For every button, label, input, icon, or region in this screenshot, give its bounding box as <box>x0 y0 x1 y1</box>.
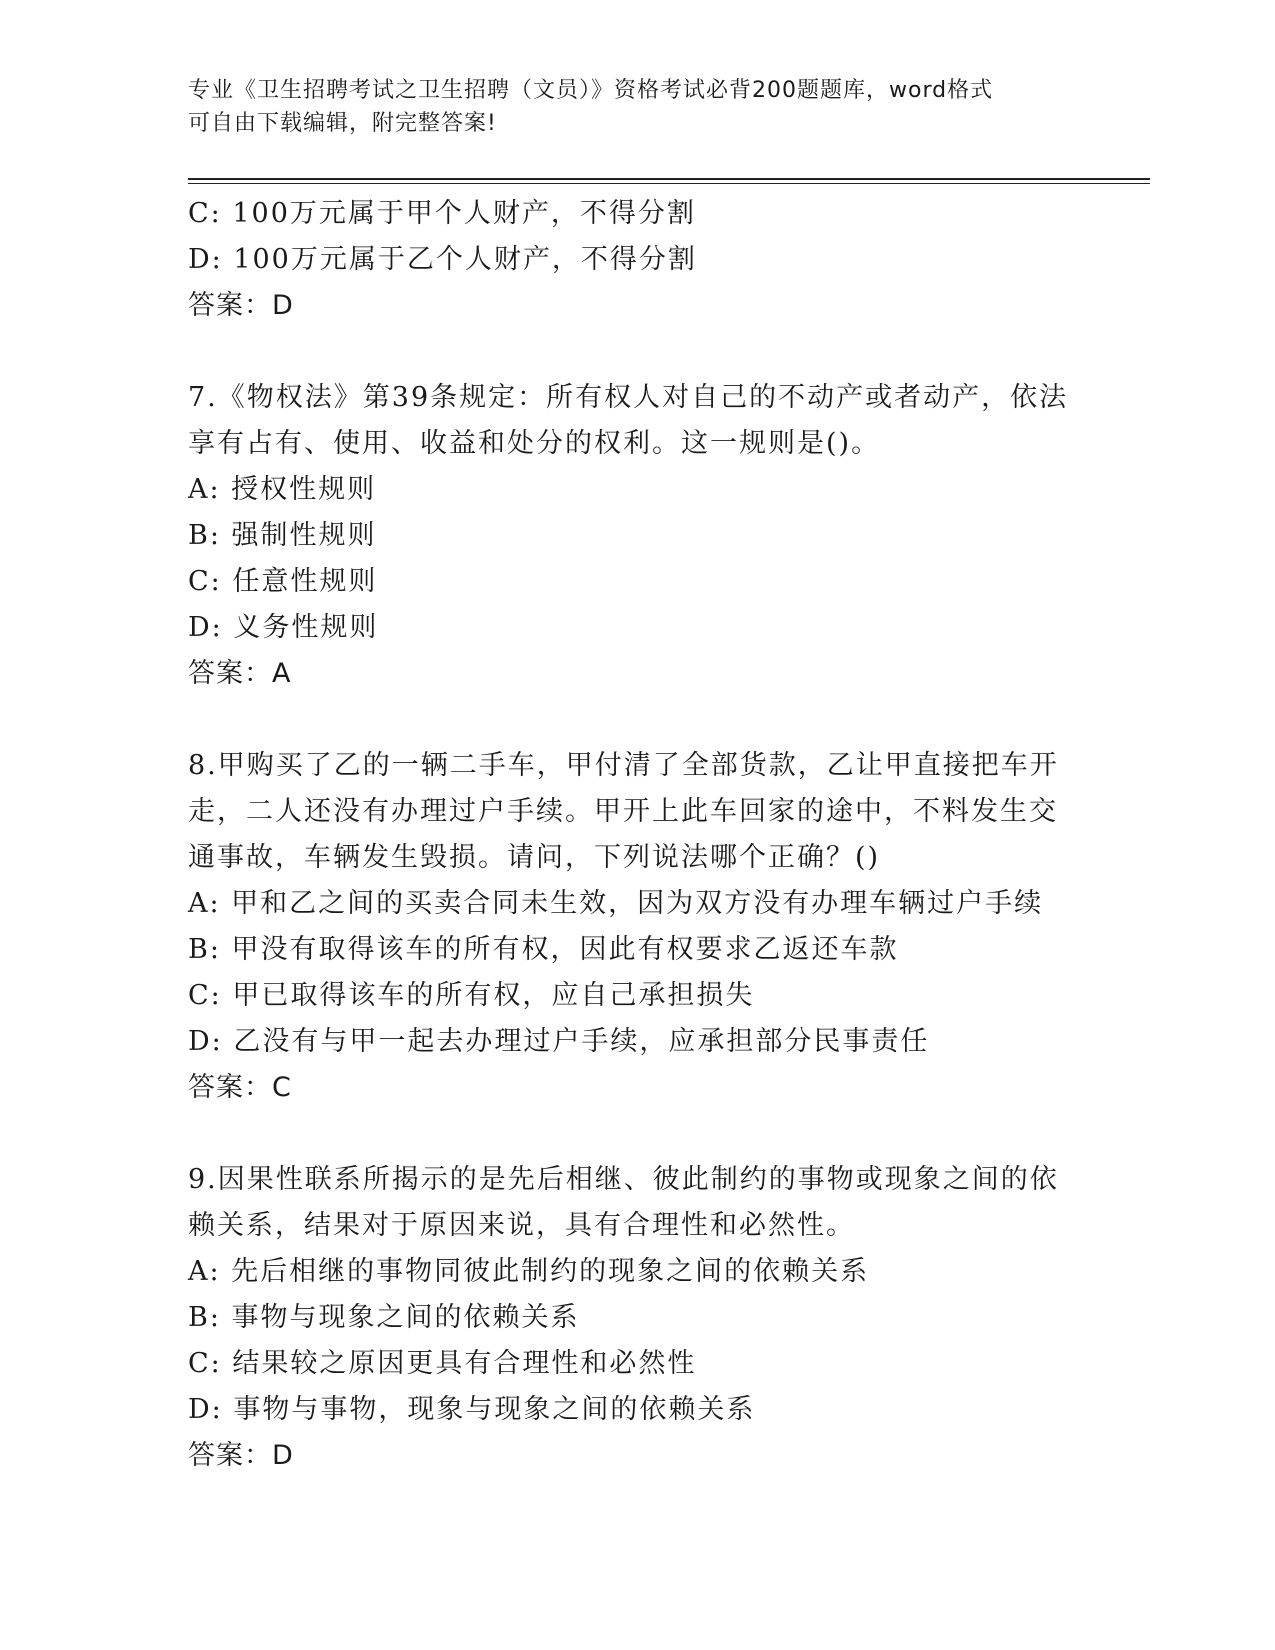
spacer <box>188 1111 1088 1157</box>
question-stem-line: 8.甲购买了乙的一辆二手车，甲付清了全部货款，乙让甲直接把车开 <box>188 750 1059 781</box>
option-c: C: 100万元属于甲个人财产，不得分割 <box>188 198 696 229</box>
answer-line: 答案：A <box>188 658 292 689</box>
question-7 <box>188 375 1088 697</box>
option-b: B: 甲没有取得该车的所有权，因此有权要求乙返还车款 <box>188 934 899 965</box>
question-stem-line: 走，二人还没有办理过户手续。甲开上此车回家的途中，不料发生交 <box>188 796 1058 827</box>
option-d: D: 乙没有与甲一起去办理过户手续，应承担部分民事责任 <box>188 1026 930 1057</box>
question-stem-line: 通事故，车辆发生毁损。请问，下列说法哪个正确？() <box>188 842 881 873</box>
question-stem-line: 享有占有、使用、收益和处分的权利。这一规则是()。 <box>188 428 881 459</box>
option-b: B: 事物与现象之间的依赖关系 <box>188 1302 580 1333</box>
option-d: D: 义务性规则 <box>188 612 379 643</box>
question-8 <box>188 743 1088 1111</box>
option-a: A: 授权性规则 <box>188 474 377 505</box>
answer-line: 答案：D <box>188 1440 294 1471</box>
answer-line: 答案：D <box>188 290 294 321</box>
header-line-2: 可自由下载编辑，附完整答案! <box>188 111 497 136</box>
question-9 <box>188 1157 1088 1479</box>
option-d: D: 事物与事物，现象与现象之间的依赖关系 <box>188 1394 756 1425</box>
question-stem-line: 9.因果性联系所揭示的是先后相继、彼此制约的事物或现象之间的依 <box>188 1164 1059 1195</box>
header-line-1: 专业《卫生招聘考试之卫生招聘（文员）》资格考试必背200题题库，word格式 <box>188 78 994 103</box>
spacer <box>188 697 1088 743</box>
option-b: B: 强制性规则 <box>188 520 377 551</box>
spacer <box>188 329 1088 375</box>
question-stem-line: 7.《物权法》第39条规定：所有权人对自己的不动产或者动产，依法 <box>188 382 1069 413</box>
question-stem-line: 赖关系，结果对于原因来说，具有合理性和必然性。 <box>188 1210 855 1241</box>
page-header <box>188 74 1088 140</box>
option-c: C: 结果较之原因更具有合理性和必然性 <box>188 1348 697 1379</box>
header-divider <box>188 178 1150 184</box>
answer-line: 答案：C <box>188 1072 292 1103</box>
option-c: C: 甲已取得该车的所有权，应自己承担损失 <box>188 980 755 1011</box>
option-d: D: 100万元属于乙个人财产，不得分割 <box>188 244 697 275</box>
option-c: C: 任意性规则 <box>188 566 378 597</box>
option-a: A: 先后相继的事物同彼此制约的现象之间的依赖关系 <box>188 1256 870 1287</box>
option-a: A: 甲和乙之间的买卖合同未生效，因为双方没有办理车辆过户手续 <box>188 888 1044 919</box>
continued-question <box>188 191 1088 329</box>
document-body <box>188 191 1088 1479</box>
